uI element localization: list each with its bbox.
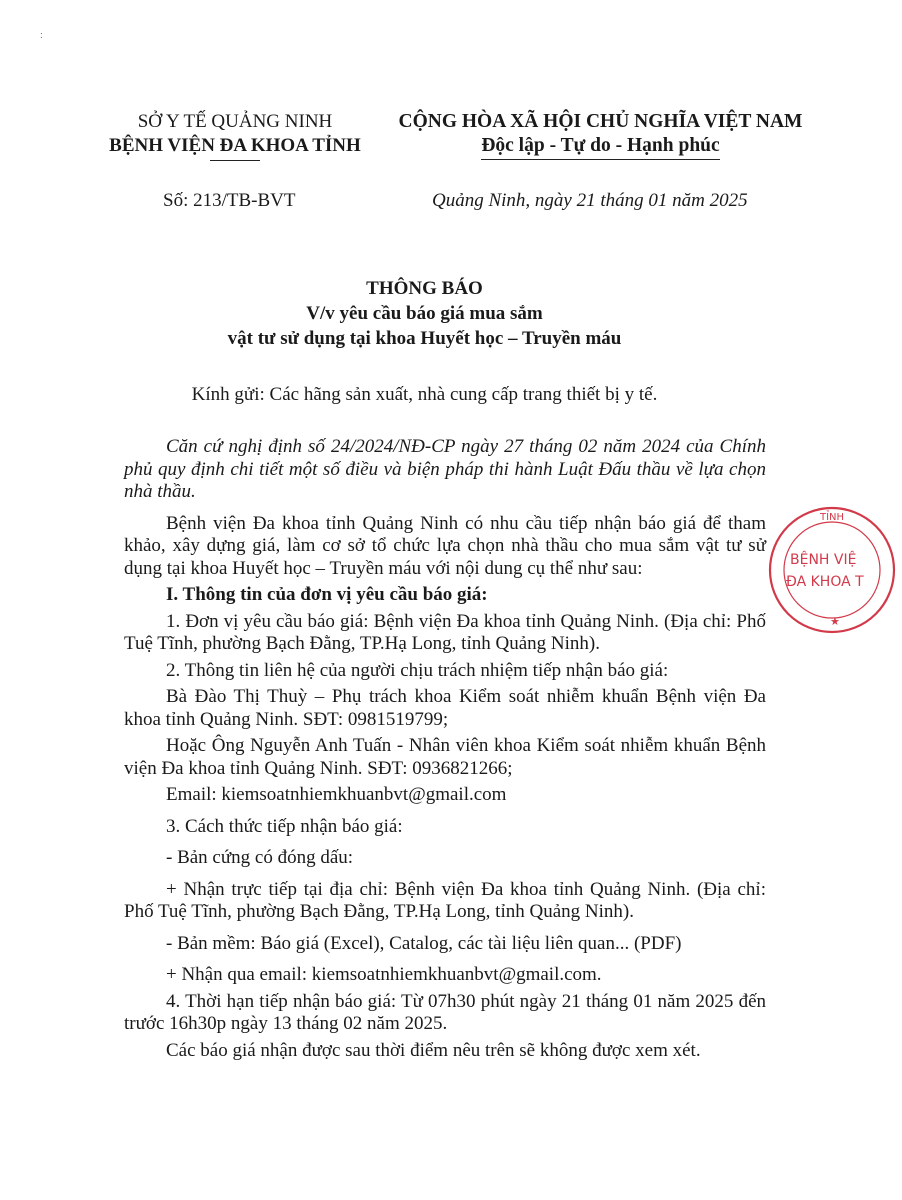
legal-basis-paragraph: Căn cứ nghị định số 24/2024/NĐ-CP ngày 27 tháng 02 năm 2024 của Chính phủ quy định chi tiết một số điều và biện pháp thi hành Luật Đấu thầu về lựa chọn nhà thầu.	[124, 436, 766, 502]
document-number: Số: 213/TB-BVT	[163, 190, 296, 211]
issuer-header	[100, 110, 370, 161]
hardcopy-line: - Bản cứng có đóng dấu:	[166, 847, 354, 868]
national-header	[388, 110, 813, 160]
issuer-name: BỆNH VIỆN ĐA KHOA TỈNH	[109, 135, 361, 156]
title-main: THÔNG BÁO	[366, 278, 483, 299]
document-title	[0, 276, 849, 351]
issuer-underline	[210, 160, 260, 161]
closing-paragraph: Các báo giá nhận được sau thời điểm nêu trên sẽ không được xem xét.	[166, 1039, 701, 1061]
recipient-line: Kính gửi: Các hãng sản xuất, nhà cung cấp trang thiết bị y tế.	[191, 384, 658, 405]
place-date: Quảng Ninh, ngày 21 tháng 01 năm 2025	[432, 190, 748, 211]
seal-star-icon: ★	[830, 616, 840, 628]
softcopy-line: - Bản mềm: Báo giá (Excel), Catalog, các tài liệu liên quan... (PDF)	[166, 932, 682, 954]
contact-person-2: Hoặc Ông Nguyễn Anh Tuấn - Nhân viên khoa Kiểm soát nhiễm khuẩn Bệnh viện Đa khoa tỉnh Quảng Ninh. SĐT: 0936821266;	[124, 735, 766, 779]
hospital-seal	[762, 500, 902, 640]
receiving-method-heading: 3. Cách thức tiếp nhận báo giá:	[166, 815, 403, 837]
seal-inner-ring	[784, 522, 880, 618]
hardcopy-detail: + Nhận trực tiếp tại địa chỉ: Bệnh viện Đa khoa tỉnh Quảng Ninh. (Địa chỉ: Phố Tuệ Tĩnh, phường Bạch Đằng, TP.Hạ Long, tỉnh Quảng Ninh).	[124, 878, 766, 922]
scan-mark: ː	[40, 30, 43, 41]
title-subject-1: V/v yêu cầu báo giá mua sắm	[306, 303, 543, 324]
national-motto: Độc lập - Tự do - Hạnh phúc	[481, 134, 719, 160]
seal-top-text: TỈNH	[820, 512, 845, 523]
national-title: CỘNG HÒA XÃ HỘI CHỦ NGHĨA VIỆT NAM	[398, 111, 803, 132]
section-heading: I. Thông tin của đơn vị yêu cầu báo giá:	[166, 584, 488, 605]
intro-paragraph: Bệnh viện Đa khoa tỉnh Quảng Ninh có nhu cầu tiếp nhận báo giá để tham khảo, xây dựng giá, làm cơ sở tổ chức lựa chọn nhà thầu cho mua sắm vật tư sử dụng tại khoa Huyết học – Truyền máu với nội dung cụ thể như sau:	[124, 512, 766, 579]
contact-person-1: Bà Đào Thị Thuỳ – Phụ trách khoa Kiểm soát nhiễm khuẩn Bệnh viện Đa khoa tỉnh Quảng Ninh. SĐT: 0981519799;	[124, 686, 766, 730]
requester-paragraph: 1. Đơn vị yêu cầu báo giá: Bệnh viện Đa khoa tỉnh Quảng Ninh. (Địa chỉ: Phố Tuệ Tĩnh, phường Bạch Đằng, TP.Hạ Long, tỉnh Quảng Ninh).	[124, 610, 766, 654]
seal-outer-ring	[770, 508, 894, 632]
title-subject-2: vật tư sử dụng tại khoa Huyết học – Truyền máu	[227, 328, 622, 349]
contact-heading: 2. Thông tin liên hệ của người chịu trách nhiệm tiếp nhận báo giá:	[166, 659, 669, 681]
document-body	[124, 436, 766, 1062]
email-line: Email: kiemsoatnhiemkhuanbvt@gmail.com	[166, 784, 507, 805]
issuer-parent: SỞ Y TẾ QUẢNG NINH	[137, 111, 333, 132]
seal-line-2: ĐA KHOA T	[786, 574, 864, 590]
deadline-paragraph: 4. Thời hạn tiếp nhận báo giá: Từ 07h30 phút ngày 21 tháng 01 năm 2025 đến trước 16h30p ngày 13 tháng 02 năm 2025.	[124, 990, 766, 1034]
softcopy-detail: + Nhận qua email: kiemsoatnhiemkhuanbvt@gmail.com.	[166, 964, 602, 985]
seal-line-1: BỆNH VIỆ	[790, 552, 857, 568]
